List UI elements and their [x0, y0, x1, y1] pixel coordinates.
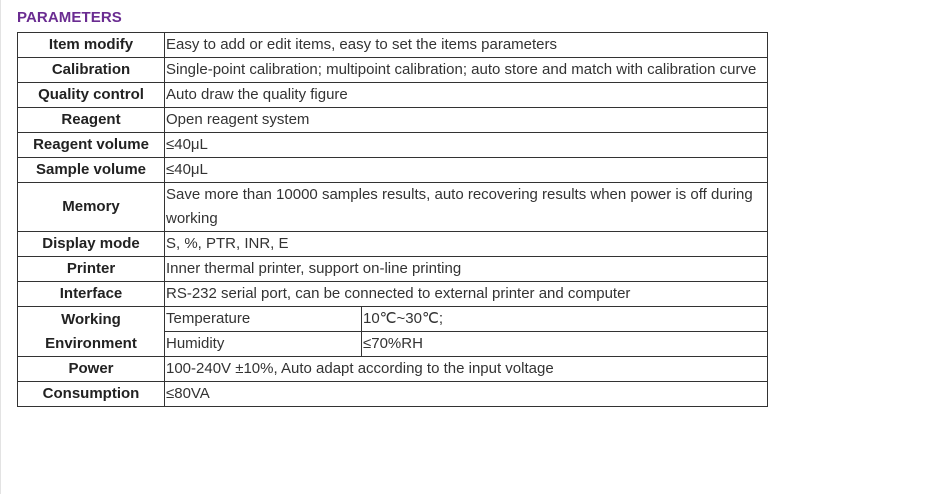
table-row-calibration	[18, 58, 768, 83]
row-label: Quality control	[18, 83, 165, 108]
row-label: Calibration	[18, 58, 165, 83]
row-label: Item modify	[18, 33, 165, 58]
row-value: RS-232 serial port, can be connected to external printer and computer	[165, 282, 768, 307]
row-label: Power	[18, 357, 165, 382]
humidity-label: Humidity	[165, 332, 362, 357]
row-label: Memory	[18, 183, 165, 232]
section-title: PARAMETERS	[17, 9, 122, 26]
row-label: Reagent volume	[18, 133, 165, 158]
row-value: Easy to add or edit items, easy to set the items parameters	[165, 33, 768, 58]
row-label: Interface	[18, 282, 165, 307]
row-value: 100-240V ±10%, Auto adapt according to the input voltage	[165, 357, 768, 382]
table-row-reagent	[18, 108, 768, 133]
row-label: Consumption	[18, 382, 165, 407]
table-row-printer	[18, 257, 768, 282]
table-row-display-mode	[18, 232, 768, 257]
row-value: ≤40μL	[165, 133, 768, 158]
temperature-value: 10℃~30℃;	[362, 307, 768, 332]
table-row-item-modify	[18, 33, 768, 58]
row-label: Printer	[18, 257, 165, 282]
row-value: S, %, PTR, INR, E	[165, 232, 768, 257]
row-value: ≤40μL	[165, 158, 768, 183]
row-value: Auto draw the quality figure	[165, 83, 768, 108]
parameters-table	[17, 32, 768, 407]
row-label: Reagent	[18, 108, 165, 133]
row-value: Inner thermal printer, support on-line printing	[165, 257, 768, 282]
humidity-value: ≤70%RH	[362, 332, 768, 357]
table-row-quality-control	[18, 83, 768, 108]
row-label: Sample volume	[18, 158, 165, 183]
row-value: Single-point calibration; multipoint calibration; auto store and match with calibration curve	[165, 58, 768, 83]
working-label-line2: Environment	[45, 334, 137, 352]
table-row-reagent-volume	[18, 133, 768, 158]
table-row-sample-volume	[18, 158, 768, 183]
temperature-label: Temperature	[165, 307, 362, 332]
row-value: Open reagent system	[165, 108, 768, 133]
row-value: Save more than 10000 samples results, auto recovering results when power is off during working	[165, 183, 768, 232]
table-row-interface	[18, 282, 768, 307]
left-border-line	[0, 0, 1, 494]
row-value: ≤80VA	[165, 382, 768, 407]
table-row-working-environment-temperature	[18, 307, 768, 332]
row-label: Display mode	[18, 232, 165, 257]
working-label-line1: Working	[61, 310, 121, 328]
table-row-power	[18, 357, 768, 382]
table-row-consumption	[18, 382, 768, 407]
table-row-memory	[18, 183, 768, 232]
row-label-working-environment	[18, 307, 165, 357]
